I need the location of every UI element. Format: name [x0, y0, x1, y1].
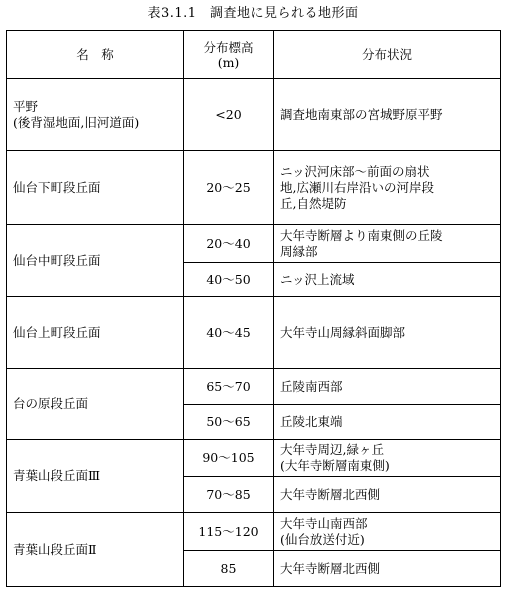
- table-row: [7, 79, 501, 151]
- landform-name: 仙台下町段丘面: [7, 151, 184, 225]
- landform-name: 仙台中町段丘面: [7, 225, 184, 297]
- status-cell: ニッ沢上流域: [274, 263, 501, 297]
- elevation-cell: 70～85: [184, 477, 274, 513]
- table-row: [7, 369, 501, 405]
- status-line: (大年寺断層南東側): [280, 458, 390, 473]
- status-line: 調査地南東部の宮城野原平野: [280, 106, 443, 122]
- table-row: [7, 225, 501, 263]
- status-cell: 丘陵北東端: [274, 405, 501, 440]
- status-cell: 大年寺山周縁斜面脚部: [274, 297, 501, 369]
- status-cell: [274, 151, 501, 225]
- status-cell: 大年寺断層北西側: [274, 477, 501, 513]
- table-row: [7, 513, 501, 551]
- elevation-cell: 115～120: [184, 513, 274, 551]
- elevation-cell: <20: [184, 79, 274, 151]
- elevation-cell: 20～25: [184, 151, 274, 225]
- table-header-row: [7, 31, 501, 79]
- header-name: 名 称: [7, 31, 184, 79]
- status-line: 大年寺山南西部: [280, 515, 368, 531]
- status-line: 大年寺周辺,緑ヶ丘: [280, 442, 384, 457]
- status-cell: [274, 79, 501, 151]
- status-cell: [274, 513, 501, 551]
- table-row: [7, 297, 501, 369]
- table-row: [7, 151, 501, 225]
- landform-name: 仙台上町段丘面: [7, 297, 184, 369]
- landform-name: 青葉山段丘面Ⅲ: [7, 440, 184, 513]
- status-cell: [274, 440, 501, 477]
- status-cell: [274, 225, 501, 263]
- status-cell: 丘陵南西部: [274, 369, 501, 405]
- landform-table: [6, 30, 501, 587]
- elevation-cell: 40～50: [184, 263, 274, 297]
- landform-name-line: 平野: [13, 98, 39, 114]
- elevation-cell: 40～45: [184, 297, 274, 369]
- status-cell: 大年寺断層北西側: [274, 551, 501, 587]
- landform-name: 青葉山段丘面Ⅱ: [7, 513, 184, 587]
- status-line: ニッ沢河床部～前面の扇状: [280, 163, 430, 179]
- landform-name-line: (後背湿地面,旧河道面): [13, 114, 140, 130]
- status-line: 丘,自然堤防: [280, 195, 347, 211]
- header-elevation-unit: (m): [217, 54, 240, 70]
- status-line: (仙台放送付近): [280, 531, 365, 547]
- status-line: 大年寺断層より南東側の丘陵: [280, 227, 443, 243]
- header-elevation-label: 分布標高: [203, 39, 254, 55]
- elevation-cell: 20～40: [184, 225, 274, 263]
- elevation-cell: 50～65: [184, 405, 274, 440]
- header-elevation: [184, 31, 274, 79]
- elevation-cell: 65～70: [184, 369, 274, 405]
- landform-name: [7, 79, 184, 151]
- status-line: 周縁部: [280, 243, 318, 259]
- status-line: 地,広瀬川右岸沿いの河岸段: [280, 179, 434, 195]
- elevation-cell: 85: [184, 551, 274, 587]
- table-title: 表3.1.1 調査地に見られる地形面: [147, 6, 359, 21]
- table-row: [7, 440, 501, 477]
- header-status: 分布状況: [274, 31, 501, 79]
- landform-name: 台の原段丘面: [7, 369, 184, 440]
- elevation-cell: 90～105: [184, 440, 274, 477]
